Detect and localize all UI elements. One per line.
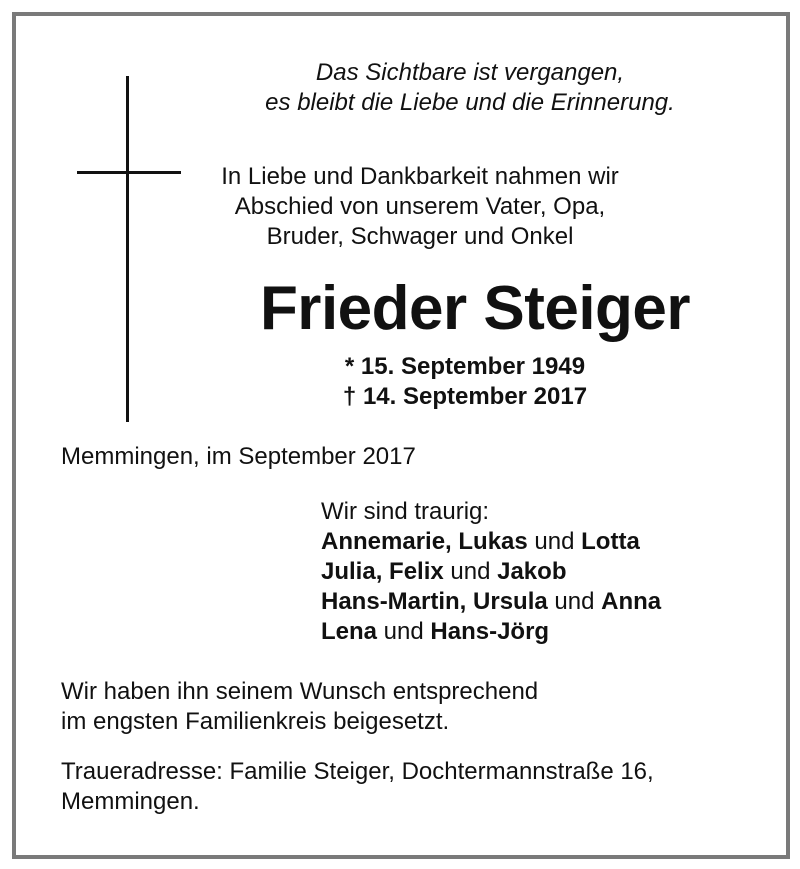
address-line-2: Memmingen.: [61, 788, 200, 815]
mourner-names: Lena: [321, 618, 378, 645]
mourners-heading: Wir sind traurig:: [321, 498, 490, 525]
deceased-name: Frieder Steiger: [259, 274, 691, 343]
place-and-date: Memmingen, im September 2017: [61, 443, 416, 470]
life-dates: [150, 352, 780, 412]
farewell-intro: [150, 162, 690, 252]
mourner-names: Julia, Felix: [321, 558, 444, 585]
conjunction: und: [377, 618, 431, 645]
mourners-list: [321, 497, 661, 647]
mourner-names: Jakob: [497, 558, 567, 585]
conjunction: und: [547, 588, 602, 615]
cross-icon-vertical: [126, 76, 129, 422]
intro-line-1: In Liebe und Dankbarkeit nahmen wir: [221, 163, 619, 190]
mourner-names: Annemarie, Lukas: [321, 528, 528, 555]
birth-date: * 15. September 1949: [344, 353, 586, 380]
mourners-row: [321, 617, 661, 647]
burial-note: [61, 677, 538, 737]
mourning-address: [61, 757, 654, 817]
conjunction: und: [443, 558, 498, 585]
mourner-names: Hans-Martin, Ursula: [321, 588, 548, 615]
quote-line-1: Das Sichtbare ist vergangen,: [315, 59, 625, 86]
mourner-names: Hans-Jörg: [430, 618, 550, 645]
address-line-1: Traueradresse: Familie Steiger, Dochtermannstraße 16,: [61, 758, 654, 785]
mourners-row: [321, 527, 661, 557]
quote-line-2: es bleibt die Liebe und die Erinnerung.: [265, 89, 675, 116]
intro-line-2: Abschied von unserem Vater, Opa,: [234, 193, 606, 220]
memorial-quote: [150, 58, 790, 118]
burial-line-2: im engsten Familienkreis beigesetzt.: [61, 708, 450, 735]
mourner-names: Lotta: [581, 528, 640, 555]
conjunction: und: [527, 528, 582, 555]
death-date: † 14. September 2017: [342, 383, 588, 410]
intro-line-3: Bruder, Schwager und Onkel: [266, 223, 574, 250]
mourner-names: Anna: [601, 588, 662, 615]
mourners-row: [321, 587, 661, 617]
burial-line-1: Wir haben ihn seinem Wunsch entsprechend: [61, 678, 539, 705]
mourners-row: [321, 557, 661, 587]
